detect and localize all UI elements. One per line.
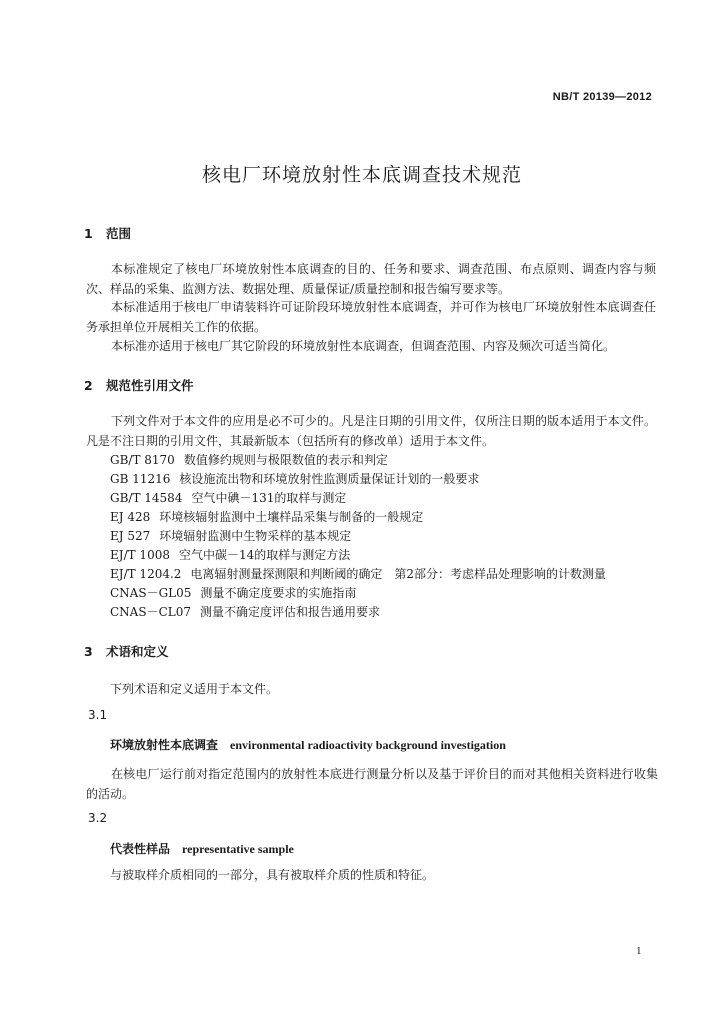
reference-code: EJ/T 1008	[110, 548, 170, 562]
reference-code: EJ 428	[110, 510, 151, 524]
reference-title: 空气中碳－14的取样与测定方法	[178, 548, 351, 562]
term-english: representative sample	[182, 842, 294, 856]
reference-code: GB/T 8170	[110, 453, 175, 467]
reference-title: 核设施流出物和环境放射性监测质量保证计划的一般要求	[179, 472, 480, 486]
reference-item	[110, 489, 346, 506]
reference-title: 测量不确定度评估和报告通用要求	[200, 605, 381, 619]
clause-number: 3.1	[88, 708, 108, 722]
reference-item	[110, 451, 388, 468]
term-chinese: 代表性样品	[110, 842, 171, 856]
reference-title: 环境核辐射监测中土壤样品采集与制备的一般规定	[159, 510, 424, 524]
term-english: environmental radioactivity background investigation	[230, 738, 506, 752]
reference-item	[110, 527, 351, 544]
section-number: 3	[84, 644, 93, 659]
paragraph: 本标准亦适用于核电厂其它阶段的环境放射性本底调查，但调查范围、内容及频次可适当简化。	[111, 339, 616, 353]
reference-item	[110, 584, 356, 601]
reference-title: 空气中碘－131的取样与测定	[191, 491, 347, 505]
term-entry	[110, 736, 506, 753]
reference-code: CNAS－CL07	[110, 605, 191, 619]
paragraph: 下列术语和定义适用于本文件。	[110, 682, 279, 696]
reference-item	[110, 546, 350, 563]
reference-code: GB/T 14584	[110, 491, 183, 505]
reference-code: CNAS－GL05	[110, 586, 192, 600]
reference-code: EJ 527	[110, 529, 151, 543]
term-chinese: 环境放射性本底调查	[110, 738, 219, 752]
section-title: 规范性引用文件	[106, 378, 194, 393]
section-title: 术语和定义	[106, 644, 169, 659]
page-number: 1	[636, 945, 642, 957]
paragraph: 下列文件对于本文件的应用是必不可少的。凡是注日期的引用文件，仅所注日期的版本适用于本文件。凡是不注日期的引用文件，其最新版本（包括所有的修改单）适用于本文件。	[86, 414, 656, 448]
section-title: 范围	[106, 226, 132, 241]
document-title: 核电厂环境放射性本底调查技术规范	[201, 164, 522, 186]
paragraph: 本标准适用于核电厂申请装料许可证阶段环境放射性本底调查，并可作为核电厂环境放射性本底调查任务承担单位开展相关工作的依据。	[86, 300, 656, 334]
clause-number: 3.2	[88, 811, 108, 825]
term-entry	[110, 840, 294, 857]
reference-code: EJ/T 1204.2	[110, 567, 182, 581]
reference-item	[110, 565, 606, 582]
reference-title: 环境辐射监测中生物采样的基本规定	[159, 529, 352, 543]
reference-title: 数值修约规则与极限数值的表示和判定	[183, 453, 388, 467]
term-definition: 在核电厂运行前对指定范围内的放射性本底进行测量分析以及基于评价目的而对其他相关资料进行收集的活动。	[86, 767, 658, 801]
term-definition: 与被取样介质相同的一部分，具有被取样介质的性质和特征。	[110, 868, 435, 882]
section-1-heading	[84, 224, 131, 242]
section-number: 1	[84, 226, 93, 241]
reference-code: GB 11216	[110, 472, 171, 486]
section-2-heading	[84, 376, 194, 394]
section-number: 2	[84, 378, 93, 393]
reference-title: 电离辐射测量探测限和判断阈的确定 第2部分：考虑样品处理影响的计数测量	[190, 567, 607, 581]
reference-item	[110, 603, 380, 620]
section-3-heading	[84, 642, 169, 660]
reference-item	[110, 508, 423, 525]
paragraph: 本标准规定了核电厂环境放射性本底调查的目的、任务和要求、调查范围、布点原则、调查内容与频次、样品的采集、监测方法、数据处理、质量保证/质量控制和报告编写要求等。	[86, 262, 656, 296]
reference-title: 测量不确定度要求的实施指南	[200, 586, 357, 600]
reference-item	[110, 470, 479, 487]
standard-code: NB/T 20139—2012	[552, 91, 652, 103]
